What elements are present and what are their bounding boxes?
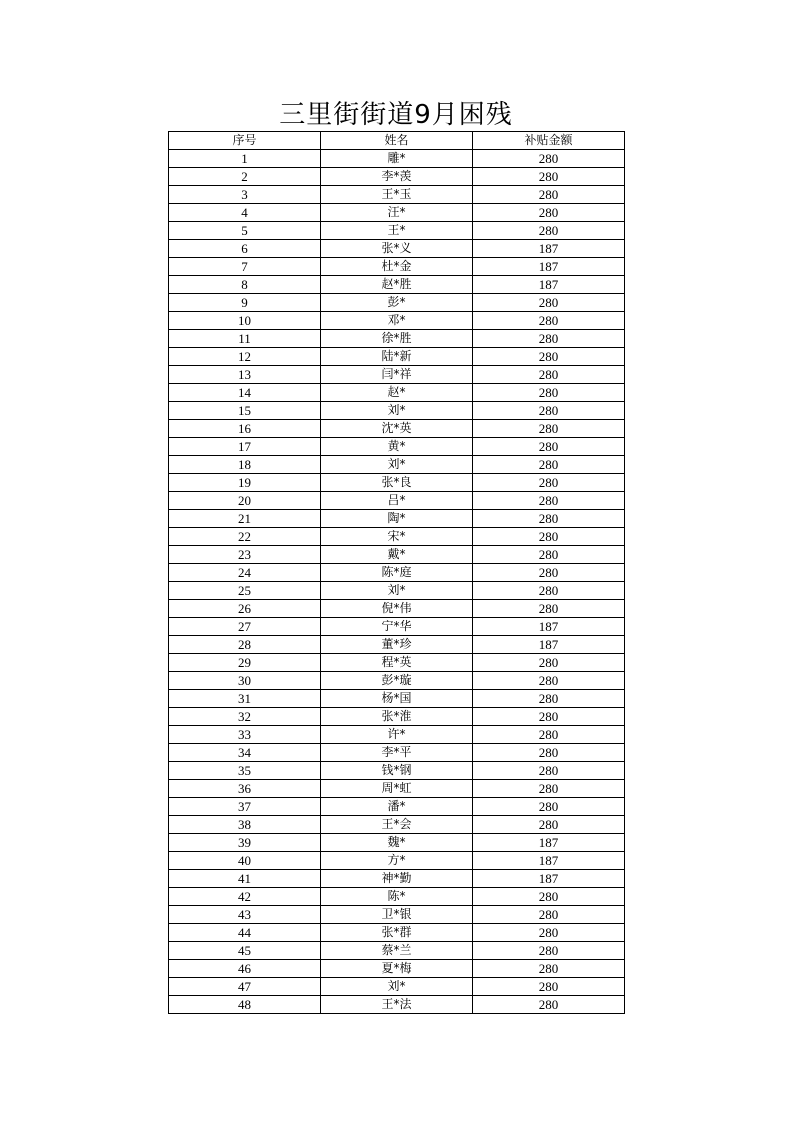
table-row <box>169 780 625 798</box>
cell-name: 刘* <box>321 978 473 996</box>
cell-index: 46 <box>169 960 321 978</box>
cell-amount: 280 <box>473 564 625 582</box>
cell-index: 27 <box>169 618 321 636</box>
table-row <box>169 942 625 960</box>
header-name: 姓名 <box>321 132 473 150</box>
cell-amount: 280 <box>473 330 625 348</box>
cell-name: 方* <box>321 852 473 870</box>
cell-name: 宋* <box>321 528 473 546</box>
table-header <box>169 132 625 150</box>
cell-name: 程*英 <box>321 654 473 672</box>
cell-index: 18 <box>169 456 321 474</box>
table-row <box>169 474 625 492</box>
cell-amount: 280 <box>473 474 625 492</box>
cell-amount: 280 <box>473 600 625 618</box>
cell-index: 15 <box>169 402 321 420</box>
cell-index: 47 <box>169 978 321 996</box>
table-row <box>169 564 625 582</box>
cell-name: 魏* <box>321 834 473 852</box>
cell-amount: 280 <box>473 960 625 978</box>
table-row <box>169 924 625 942</box>
cell-amount: 280 <box>473 492 625 510</box>
cell-index: 45 <box>169 942 321 960</box>
cell-index: 12 <box>169 348 321 366</box>
cell-name: 赵* <box>321 384 473 402</box>
table-row <box>169 906 625 924</box>
table-row <box>169 870 625 888</box>
cell-index: 42 <box>169 888 321 906</box>
cell-name: 闫*祥 <box>321 366 473 384</box>
table-body <box>169 150 625 1014</box>
cell-name: 董*珍 <box>321 636 473 654</box>
cell-index: 20 <box>169 492 321 510</box>
cell-index: 8 <box>169 276 321 294</box>
page-title: 三里街街道9月困残 <box>279 100 513 130</box>
cell-name: 张*义 <box>321 240 473 258</box>
cell-index: 39 <box>169 834 321 852</box>
cell-index: 16 <box>169 420 321 438</box>
cell-name: 王* <box>321 222 473 240</box>
cell-name: 神*勤 <box>321 870 473 888</box>
header-index: 序号 <box>169 132 321 150</box>
cell-index: 38 <box>169 816 321 834</box>
cell-amount: 280 <box>473 726 625 744</box>
cell-amount: 280 <box>473 816 625 834</box>
table-row <box>169 384 625 402</box>
table-row <box>169 816 625 834</box>
table-row <box>169 240 625 258</box>
table-row <box>169 708 625 726</box>
table-row <box>169 600 625 618</box>
cell-name: 雕* <box>321 150 473 168</box>
cell-index: 44 <box>169 924 321 942</box>
cell-name: 潘* <box>321 798 473 816</box>
cell-amount: 280 <box>473 780 625 798</box>
table-row <box>169 168 625 186</box>
cell-amount: 280 <box>473 348 625 366</box>
cell-amount: 280 <box>473 762 625 780</box>
cell-index: 11 <box>169 330 321 348</box>
cell-name: 张*良 <box>321 474 473 492</box>
cell-index: 21 <box>169 510 321 528</box>
cell-name: 张*淮 <box>321 708 473 726</box>
cell-index: 3 <box>169 186 321 204</box>
cell-index: 6 <box>169 240 321 258</box>
cell-name: 沈*英 <box>321 420 473 438</box>
cell-index: 24 <box>169 564 321 582</box>
cell-index: 14 <box>169 384 321 402</box>
table-row <box>169 204 625 222</box>
header-row <box>169 132 625 150</box>
cell-name: 汪* <box>321 204 473 222</box>
cell-name: 戴* <box>321 546 473 564</box>
cell-index: 9 <box>169 294 321 312</box>
table-row <box>169 528 625 546</box>
table-row <box>169 618 625 636</box>
table-row <box>169 978 625 996</box>
table-row <box>169 276 625 294</box>
header-amount: 补贴金额 <box>473 132 625 150</box>
cell-amount: 280 <box>473 438 625 456</box>
table-row <box>169 852 625 870</box>
cell-name: 赵*胜 <box>321 276 473 294</box>
cell-amount: 187 <box>473 834 625 852</box>
cell-name: 王*法 <box>321 996 473 1014</box>
table-row <box>169 654 625 672</box>
table-row <box>169 330 625 348</box>
cell-index: 22 <box>169 528 321 546</box>
cell-amount: 280 <box>473 510 625 528</box>
table-row <box>169 510 625 528</box>
cell-index: 29 <box>169 654 321 672</box>
cell-index: 2 <box>169 168 321 186</box>
cell-amount: 187 <box>473 240 625 258</box>
table-row <box>169 546 625 564</box>
cell-amount: 280 <box>473 456 625 474</box>
cell-name: 陈*庭 <box>321 564 473 582</box>
cell-name: 宁*华 <box>321 618 473 636</box>
cell-index: 33 <box>169 726 321 744</box>
table-row <box>169 762 625 780</box>
table-row <box>169 294 625 312</box>
cell-amount: 280 <box>473 294 625 312</box>
table-row <box>169 258 625 276</box>
table-row <box>169 744 625 762</box>
cell-name: 陶* <box>321 510 473 528</box>
cell-index: 1 <box>169 150 321 168</box>
table-row <box>169 690 625 708</box>
cell-amount: 280 <box>473 402 625 420</box>
table-row <box>169 456 625 474</box>
cell-index: 13 <box>169 366 321 384</box>
cell-amount: 280 <box>473 528 625 546</box>
cell-amount: 280 <box>473 978 625 996</box>
cell-name: 陈* <box>321 888 473 906</box>
cell-index: 30 <box>169 672 321 690</box>
table-row <box>169 996 625 1014</box>
cell-amount: 280 <box>473 546 625 564</box>
table-row <box>169 492 625 510</box>
cell-amount: 280 <box>473 222 625 240</box>
cell-amount: 187 <box>473 276 625 294</box>
cell-name: 黄* <box>321 438 473 456</box>
cell-amount: 280 <box>473 384 625 402</box>
cell-index: 25 <box>169 582 321 600</box>
cell-amount: 280 <box>473 672 625 690</box>
cell-index: 19 <box>169 474 321 492</box>
cell-name: 彭* <box>321 294 473 312</box>
cell-amount: 187 <box>473 870 625 888</box>
table-row <box>169 582 625 600</box>
cell-index: 34 <box>169 744 321 762</box>
cell-name: 邓* <box>321 312 473 330</box>
cell-name: 王*玉 <box>321 186 473 204</box>
table-row <box>169 888 625 906</box>
cell-name: 周*虹 <box>321 780 473 798</box>
cell-amount: 280 <box>473 996 625 1014</box>
cell-amount: 280 <box>473 204 625 222</box>
cell-name: 许* <box>321 726 473 744</box>
cell-index: 7 <box>169 258 321 276</box>
cell-index: 35 <box>169 762 321 780</box>
cell-name: 倪*伟 <box>321 600 473 618</box>
table-row <box>169 636 625 654</box>
cell-index: 37 <box>169 798 321 816</box>
cell-name: 杜*金 <box>321 258 473 276</box>
table-row <box>169 222 625 240</box>
table-row <box>169 960 625 978</box>
table-row <box>169 726 625 744</box>
cell-index: 31 <box>169 690 321 708</box>
cell-amount: 280 <box>473 798 625 816</box>
table-row <box>169 438 625 456</box>
cell-index: 40 <box>169 852 321 870</box>
cell-index: 32 <box>169 708 321 726</box>
cell-amount: 280 <box>473 906 625 924</box>
cell-amount: 280 <box>473 582 625 600</box>
table-row <box>169 150 625 168</box>
table-row <box>169 834 625 852</box>
cell-name: 吕* <box>321 492 473 510</box>
cell-name: 刘* <box>321 402 473 420</box>
cell-index: 17 <box>169 438 321 456</box>
cell-index: 26 <box>169 600 321 618</box>
cell-amount: 280 <box>473 744 625 762</box>
cell-index: 4 <box>169 204 321 222</box>
cell-amount: 280 <box>473 150 625 168</box>
cell-name: 钱*钢 <box>321 762 473 780</box>
cell-amount: 280 <box>473 708 625 726</box>
cell-name: 张*群 <box>321 924 473 942</box>
cell-index: 36 <box>169 780 321 798</box>
table-row <box>169 420 625 438</box>
cell-amount: 187 <box>473 258 625 276</box>
cell-amount: 187 <box>473 636 625 654</box>
cell-name: 李*平 <box>321 744 473 762</box>
cell-index: 10 <box>169 312 321 330</box>
cell-index: 41 <box>169 870 321 888</box>
cell-amount: 280 <box>473 366 625 384</box>
cell-name: 李*羡 <box>321 168 473 186</box>
table-row <box>169 798 625 816</box>
cell-amount: 280 <box>473 690 625 708</box>
cell-amount: 280 <box>473 888 625 906</box>
cell-amount: 280 <box>473 420 625 438</box>
cell-amount: 187 <box>473 852 625 870</box>
table-row <box>169 312 625 330</box>
cell-amount: 187 <box>473 618 625 636</box>
cell-amount: 280 <box>473 168 625 186</box>
table-row <box>169 186 625 204</box>
table-row <box>169 672 625 690</box>
cell-name: 卫*银 <box>321 906 473 924</box>
cell-amount: 280 <box>473 312 625 330</box>
cell-name: 蔡*兰 <box>321 942 473 960</box>
cell-amount: 280 <box>473 924 625 942</box>
cell-index: 23 <box>169 546 321 564</box>
table-row <box>169 402 625 420</box>
cell-name: 彭*璇 <box>321 672 473 690</box>
cell-index: 43 <box>169 906 321 924</box>
cell-name: 刘* <box>321 582 473 600</box>
cell-index: 28 <box>169 636 321 654</box>
cell-index: 48 <box>169 996 321 1014</box>
cell-amount: 280 <box>473 186 625 204</box>
cell-name: 杨*国 <box>321 690 473 708</box>
table-row <box>169 348 625 366</box>
cell-index: 5 <box>169 222 321 240</box>
cell-name: 王*会 <box>321 816 473 834</box>
cell-amount: 280 <box>473 942 625 960</box>
cell-name: 陆*新 <box>321 348 473 366</box>
cell-name: 徐*胜 <box>321 330 473 348</box>
cell-name: 刘* <box>321 456 473 474</box>
cell-amount: 280 <box>473 654 625 672</box>
table-row <box>169 366 625 384</box>
subsidy-table <box>168 131 625 1014</box>
cell-name: 夏*梅 <box>321 960 473 978</box>
